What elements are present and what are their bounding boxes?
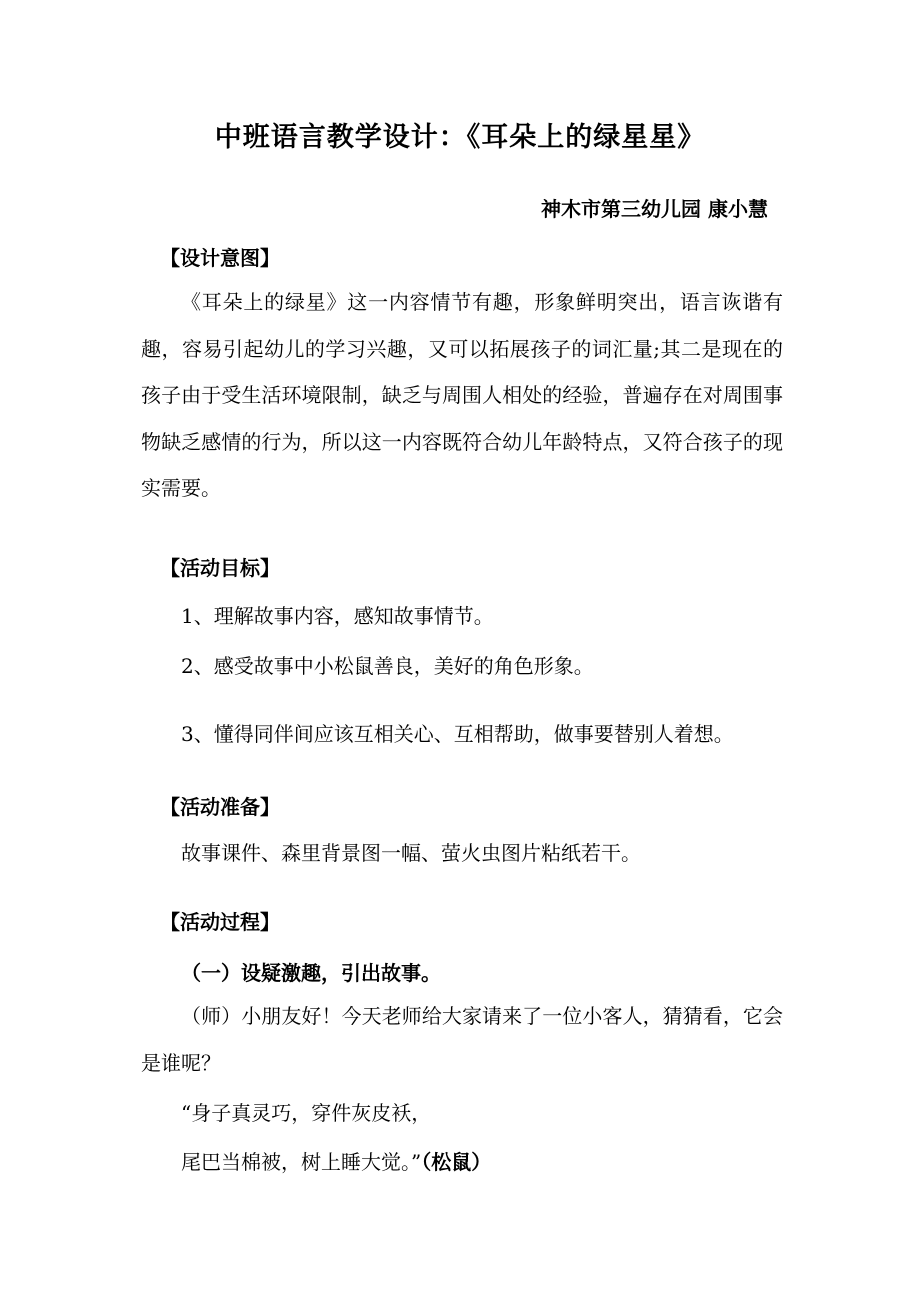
section-heading-preparation: 【活动准备】 — [160, 795, 280, 819]
goal-item-2: 2、感受故事中小松鼠善良，美好的角色形象。 — [181, 654, 594, 678]
teacher-line: （师）小朋友好！今天老师给大家请来了一位小客人，猜猜看，它会是谁呢？ — [141, 1004, 783, 1075]
goal-item-3: 3、懂得同伴间应该互相关心、互相帮助，做事要替别人着想。 — [181, 722, 734, 746]
preparation-text: 故事课件、森里背景图一幅、萤火虫图片粘纸若干。 — [181, 841, 641, 865]
riddle-answer: （松鼠） — [421, 1150, 492, 1174]
goal-item-1: 1、理解故事内容，感知故事情节。 — [181, 604, 494, 628]
section-heading-design-intent: 【设计意图】 — [160, 246, 280, 270]
section-heading-goals: 【活动目标】 — [160, 556, 280, 580]
author-line: 神木市第三幼儿园 康小慧 — [541, 197, 768, 221]
design-intent-paragraph: 《耳朵上的绿星》这一内容情节有趣，形象鲜明突出，语言诙谐有趣，容易引起幼儿的学习兴趣，又可以拓展孩子的词汇量;其二是现在的孩子由于受生活环境限制，缺乏与周围人相处的经验，普遍存在对周围事物缺乏感情的行为，所以这一内容既符合幼儿年龄特点，又符合孩子的现实需要。 — [141, 290, 783, 500]
process-step1-heading: （一）设疑激趣，引出故事。 — [181, 961, 441, 985]
riddle-line-1: “身子真灵巧，穿件灰皮袄， — [181, 1101, 432, 1125]
document-title: 中班语言教学设计：《耳朵上的绿星星》 — [214, 122, 706, 153]
riddle-line-2 — [181, 1146, 491, 1175]
section-heading-process: 【活动过程】 — [160, 910, 280, 934]
riddle-line-2-text: 尾巴当棉被，树上睡大觉。” — [181, 1150, 422, 1174]
